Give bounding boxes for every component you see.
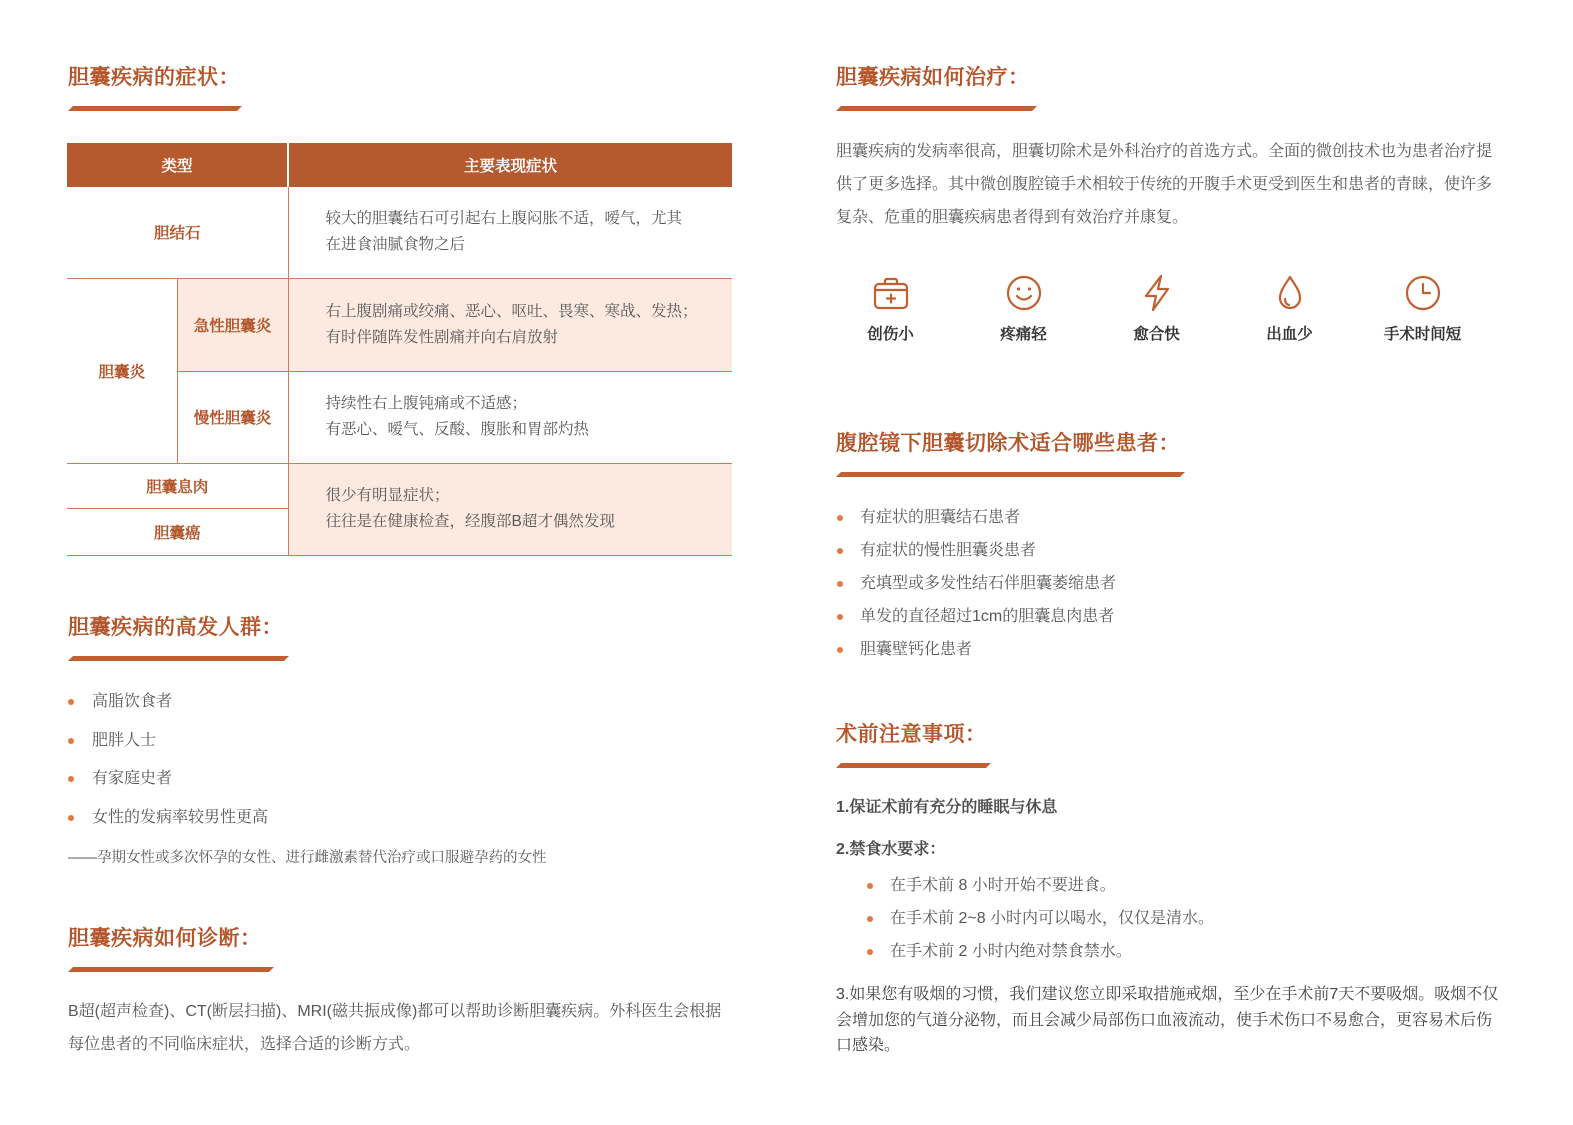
list-item	[836, 600, 1116, 633]
symptoms-heading: 胆囊疾病的症状：	[68, 66, 240, 89]
list-item-text: 胆囊壁钙化患者	[860, 641, 973, 658]
diagnosis-heading-underline	[68, 967, 274, 972]
benefit-label: 愈合快	[1133, 326, 1180, 343]
bullet-dot	[867, 949, 873, 955]
paragraph-line: B超(超声检查)、CT(断层扫描)、MRI(磁共振成像)都可以帮助诊断胆囊疾病。外科医生会根据	[68, 1003, 722, 1020]
list-item-text: 单发的直径超过1cm的胆囊息肉患者	[860, 608, 1115, 625]
type-cell-cholecystitis: 胆囊炎	[67, 278, 177, 463]
paragraph-line: 会增加您的气道分泌物，而且会减少局部伤口血液流动，使手术伤口不易愈合，更容易术后伤	[836, 1011, 1493, 1029]
subtype-cell-acute: 急性胆囊炎	[177, 278, 288, 371]
list-item	[68, 760, 268, 799]
list-item-text: 有家庭史者	[92, 770, 173, 787]
list-item	[836, 501, 1116, 534]
paragraph-line: 每位患者的不同临床症状，选择合适的诊断方式。	[68, 1036, 421, 1053]
paragraph-line: 口感染。	[836, 1037, 901, 1054]
paragraph-line: 复杂、危重的胆囊疾病患者得到有效治疗并康复。	[836, 209, 1189, 226]
clock-icon	[1403, 273, 1443, 313]
diagnosis-paragraph	[68, 995, 758, 1061]
list-item-text: 在手术前 2 小时内绝对禁食禁水。	[890, 943, 1132, 960]
bullet-dot	[68, 699, 74, 705]
list-item-text: 有症状的胆囊结石患者	[860, 509, 1021, 526]
bullet-dot	[837, 548, 843, 554]
bullet-dot	[867, 883, 873, 889]
symptom-line: 有恶心、嗳气、反酸、腹胀和胃部灼热	[325, 421, 590, 438]
table-header-row	[67, 143, 732, 187]
bullet-dot	[837, 614, 843, 620]
symptom-cell-acute	[288, 278, 732, 371]
benefit-item	[1356, 273, 1489, 345]
bullet-dot	[68, 776, 74, 782]
benefit-item	[1090, 273, 1223, 345]
fasting-list	[866, 869, 1214, 968]
benefit-item	[957, 273, 1090, 345]
eligible-patients-list	[836, 501, 1116, 666]
list-item	[68, 722, 268, 761]
list-item	[866, 869, 1214, 902]
list-item	[68, 799, 268, 838]
treatment-heading: 胆囊疾病如何治疗：	[836, 66, 1030, 89]
bullet-dot	[68, 815, 74, 821]
list-item-text: 充填型或多发性结石伴胆囊萎缩患者	[860, 575, 1117, 592]
blood-drop-icon	[1270, 273, 1310, 313]
column-header-symptoms: 主要表现症状	[288, 143, 732, 187]
type-cell-polyp: 胆囊息肉	[67, 463, 288, 508]
smiley-face-icon	[1004, 273, 1044, 313]
symptom-line: 往往是在健康检查，经腹部B超才偶然发现	[325, 513, 615, 530]
bullet-dot	[837, 647, 843, 653]
first-aid-kit-icon	[871, 273, 911, 313]
symptom-line: 很少有明显症状；	[325, 487, 450, 504]
subtype-cell-chronic: 慢性胆囊炎	[177, 371, 288, 463]
high-risk-list	[68, 683, 268, 837]
list-item-text: 在手术前 8 小时开始不要进食。	[890, 877, 1116, 894]
table-row	[67, 187, 732, 278]
table-row	[67, 278, 732, 371]
list-item	[836, 633, 1116, 666]
symptom-line: 右上腹剧痛或绞痛、恶心、呕吐、畏寒、寒战、发热；	[325, 302, 698, 320]
lightning-icon	[1137, 273, 1177, 313]
paragraph-line: 3.如果您有吸烟的习惯，我们建议您立即采取措施戒烟，至少在手术前7天不要吸烟。吸烟不仅	[836, 986, 1499, 1003]
precaution-item-fasting: 2.禁食水要求：	[836, 841, 946, 858]
paragraph-line: 供了更多选择。其中微创腹腔镜手术相较于传统的开腹手术更受到医生和患者的青睐，使许多	[836, 176, 1493, 193]
precaution-item-smoking	[836, 982, 1546, 1059]
table-row	[67, 463, 732, 508]
symptom-line: 持续性右上腹钝痛或不适感；	[325, 395, 528, 412]
bullet-dot	[837, 515, 843, 521]
list-item-text: 高脂饮食者	[92, 693, 173, 710]
benefit-label: 出血少	[1266, 326, 1313, 343]
list-item	[836, 534, 1116, 567]
eligible-patients-heading: 腹腔镜下胆囊切除术适合哪些患者：	[836, 432, 1180, 455]
high-risk-heading: 胆囊疾病的高发人群：	[68, 616, 283, 639]
list-item	[866, 902, 1214, 935]
type-cell-gallstone: 胆结石	[67, 187, 288, 278]
list-item	[836, 567, 1116, 600]
bullet-dot	[68, 738, 74, 744]
list-item	[866, 935, 1214, 968]
high-risk-note: ——孕期女性或多次怀孕的女性、进行雌激素替代治疗或口服避孕药的女性	[68, 850, 547, 866]
precautions-heading-underline	[836, 763, 991, 768]
symptom-line: 在进食油腻食物之后	[325, 236, 466, 254]
bullet-dot	[867, 916, 873, 922]
symptoms-table	[67, 143, 732, 556]
benefit-label: 手术时间短	[1383, 326, 1462, 343]
symptom-line: 有时伴随阵发性剧痛并向右肩放射	[325, 328, 559, 346]
precaution-item-sleep: 1.保证术前有充分的睡眠与休息	[836, 799, 1058, 816]
list-item-text: 女性的发病率较男性更高	[92, 808, 269, 826]
type-cell-cancer: 胆囊癌	[67, 508, 288, 555]
treatment-heading-underline	[836, 106, 1037, 111]
precautions-heading: 术前注意事项：	[836, 723, 987, 746]
high-risk-heading-underline	[68, 656, 289, 661]
list-item-text: 肥胖人士	[92, 731, 157, 749]
paragraph-line: 胆囊疾病的发病率很高，胆囊切除术是外科治疗的首选方式。全面的微创技术也为患者治疗提	[836, 143, 1493, 160]
list-item-text: 在手术前 2~8 小时内可以喝水，仅仅是清水。	[890, 910, 1215, 927]
symptom-cell-gallstone	[288, 187, 732, 278]
symptoms-heading-underline	[68, 106, 242, 111]
benefit-label: 创伤小	[867, 326, 914, 343]
benefit-item	[1223, 273, 1356, 345]
bullet-dot	[837, 581, 843, 587]
diagnosis-heading: 胆囊疾病如何诊断：	[68, 927, 262, 950]
benefit-item	[824, 273, 957, 345]
list-item	[68, 683, 268, 722]
column-header-type: 类型	[67, 143, 288, 187]
symptom-cell-chronic	[288, 371, 732, 463]
eligible-patients-heading-underline	[836, 472, 1185, 477]
benefit-label: 疼痛轻	[1000, 326, 1047, 343]
benefits-row	[824, 273, 1489, 345]
symptom-line: 较大的胆囊结石可引起右上腹闷胀不适，嗳气，尤其	[325, 210, 683, 228]
list-item-text: 有症状的慢性胆囊炎患者	[860, 542, 1037, 559]
treatment-paragraph	[836, 135, 1536, 234]
symptom-cell-polyp-cancer	[288, 463, 732, 555]
